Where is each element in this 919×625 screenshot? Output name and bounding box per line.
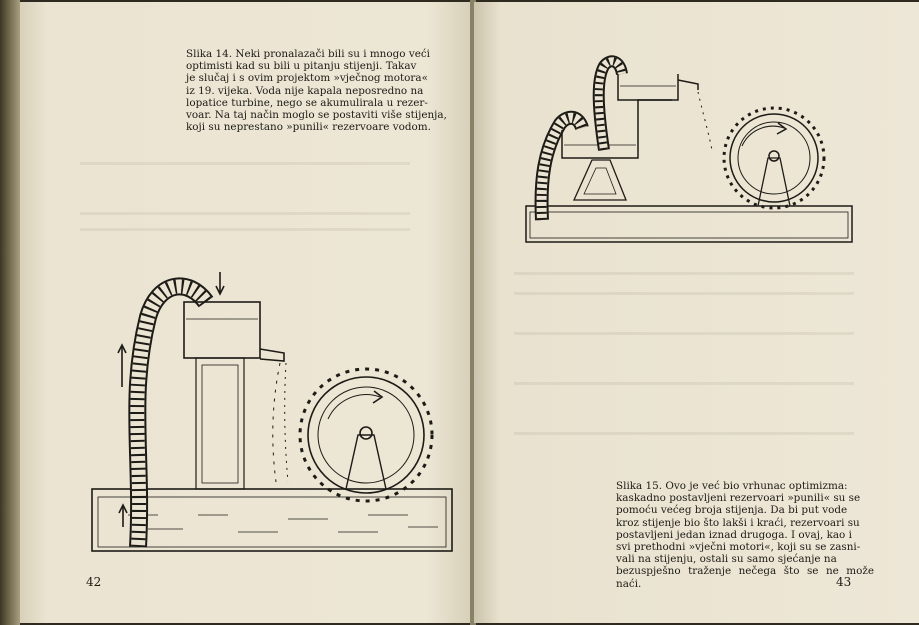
- caption-line: vali na stijenju, ostali su samo sjećanje na: [616, 553, 837, 566]
- caption-line: postavljeni jedan iznad drugoga. I ovaj, kao i: [616, 528, 852, 541]
- figure-15-caption: [616, 480, 874, 590]
- bleed-through-text: [80, 228, 410, 231]
- bleed-through-text: [80, 162, 410, 165]
- caption-line: Slika 15. Ovo je već bio vrhunac optimizma:: [616, 480, 848, 492]
- caption-line: bezuspješno traženje nečega što se ne može naći.: [616, 565, 874, 590]
- caption-line: optimisti kad su bili u pitanju stijenji. Takav: [186, 60, 417, 73]
- caption-line: je slučaj i s ovim projektom »vječnog motora«: [186, 72, 428, 85]
- bleed-through-text: [514, 292, 854, 295]
- bleed-through-text: [514, 332, 854, 335]
- caption-line: voar. Na taj način moglo se postaviti više stijenja,: [186, 109, 447, 122]
- caption-line: svi prethodni »vječni motori«, koji su se zasni-: [616, 541, 861, 554]
- caption-line: kaskadno postavljeni rezervoari »punili« su se: [616, 492, 861, 505]
- bleed-through-text: [514, 272, 854, 275]
- bleed-through-text: [514, 382, 854, 385]
- figure-14-illustration: [88, 257, 456, 562]
- caption-line: Slika 14. Neki pronalazači bili su i mnogo veći: [186, 48, 430, 60]
- page-number: 43: [836, 575, 852, 589]
- book-binding: [0, 0, 20, 625]
- right-page: [474, 2, 919, 623]
- bleed-through-text: [514, 432, 854, 435]
- caption-line: lopatice turbine, nego se akumulirala u rezer-: [186, 96, 428, 109]
- figure-15-illustration: [522, 50, 862, 250]
- page-number: 42: [86, 575, 102, 589]
- caption-line: kroz stijenje bio što lakši i kraći, rezervoari su: [616, 516, 860, 529]
- bleed-through-text: [80, 212, 410, 215]
- caption-line: iz 19. vijeka. Voda nije kapala neposredno na: [186, 84, 424, 97]
- caption-line: pomoću većeg broja stijenja. Da bi put vode: [616, 504, 848, 517]
- caption-line: koji su neprestano »punili« rezervoare vodom.: [186, 121, 431, 134]
- figure-14-caption: [186, 48, 448, 133]
- left-page: [20, 2, 472, 623]
